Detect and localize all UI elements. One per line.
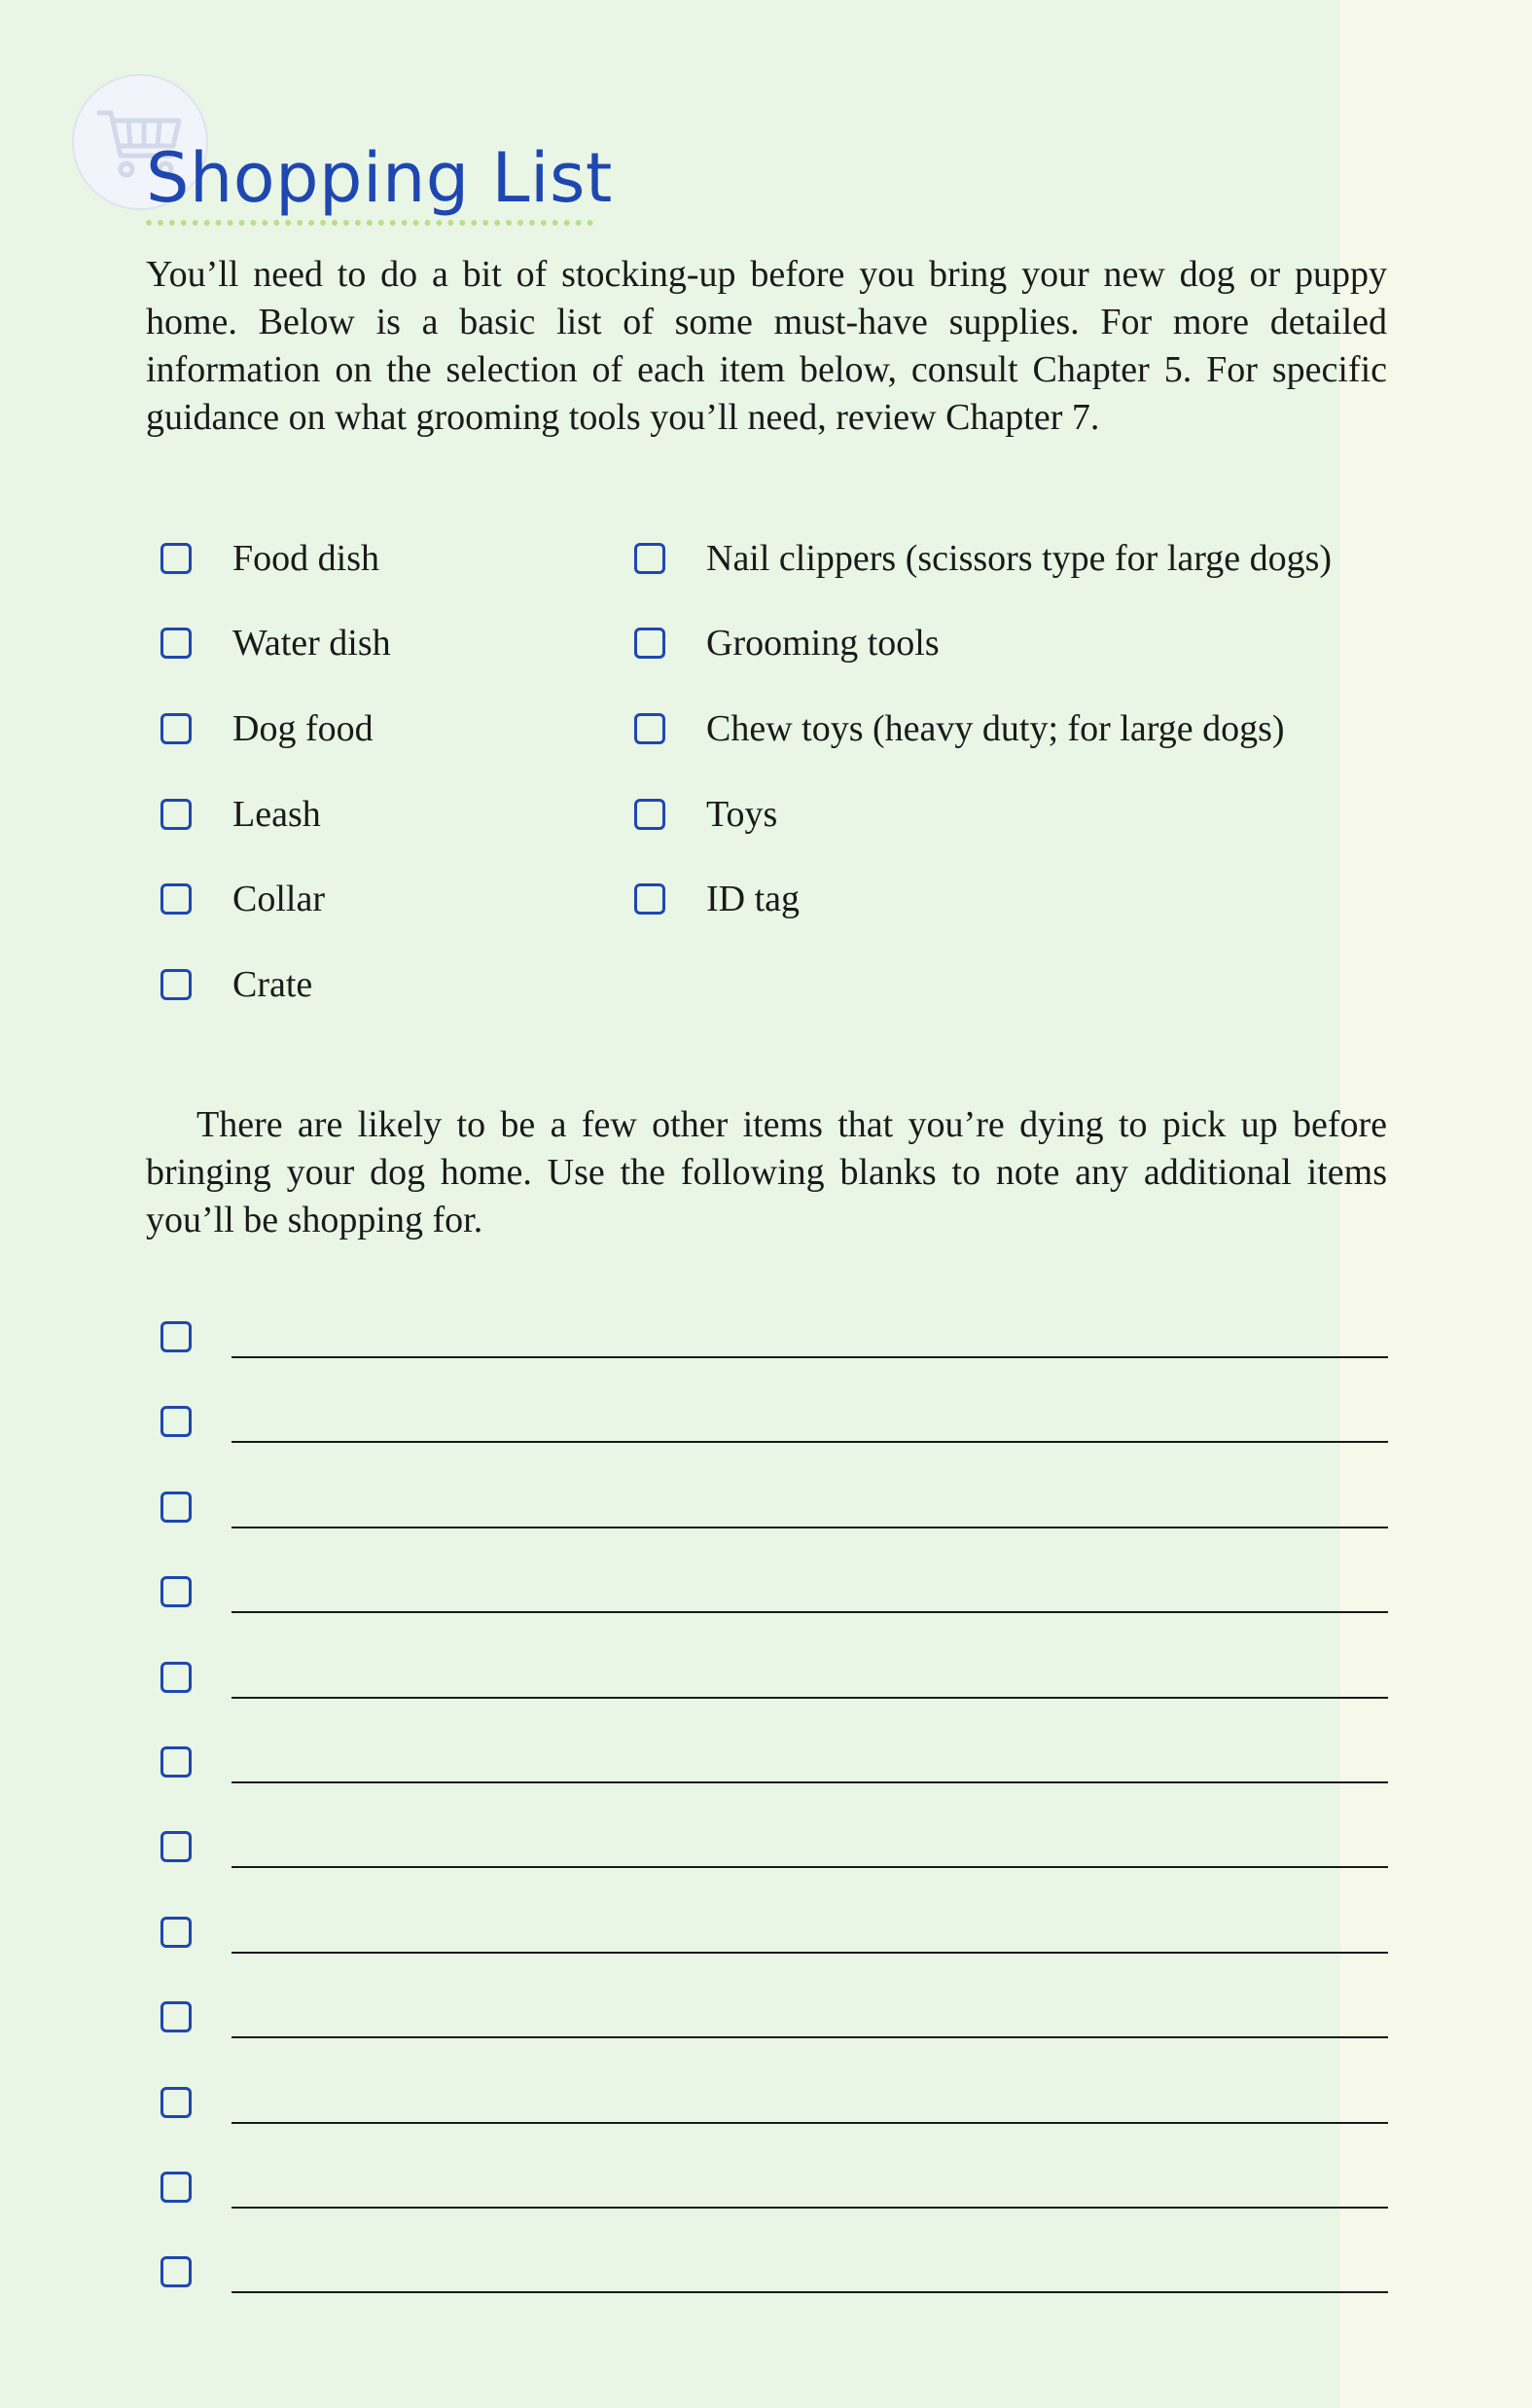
blank-item-row [160,1466,1388,1551]
write-in-line[interactable] [232,1356,1388,1358]
write-in-line[interactable] [232,1952,1388,1954]
checkbox[interactable] [634,713,665,744]
checklist-item-label: Leash [232,793,321,835]
checkbox[interactable] [160,2001,192,2032]
checkbox[interactable] [160,1321,192,1352]
checkbox[interactable] [160,1492,192,1523]
checkbox[interactable] [634,628,665,659]
checkbox[interactable] [160,1746,192,1778]
checklist-item-label: Grooming tools [706,623,940,665]
page-title: Shopping List [146,138,613,218]
supplies-checklist-right [634,516,1332,942]
checklist-item [160,856,391,942]
checkbox[interactable] [160,2172,192,2203]
write-in-line[interactable] [232,1441,1388,1443]
checkbox[interactable] [160,1917,192,1948]
checklist-item-label: Collar [232,879,325,920]
blank-item-row [160,2062,1388,2146]
blank-item-row [160,1296,1388,1381]
checklist-item [634,601,1332,687]
write-in-line[interactable] [232,2036,1388,2038]
blank-item-row [160,1891,1388,1976]
write-in-line[interactable] [232,1866,1388,1868]
intro-paragraph: You’ll need to do a bit of stocking-up before you bring your new dog or puppy home. Below is a basic list of some must-have supplies. For more detailed information on the selection of each item below, consult Chapter 5. For specific guidance on what grooming tools you’ll need, review Chapter 7. [146,254,1387,438]
checkbox[interactable] [634,543,665,574]
checkbox[interactable] [160,543,192,574]
checklist-item-label: Water dish [232,623,391,665]
write-in-line[interactable] [232,2291,1388,2293]
checkbox[interactable] [160,628,192,659]
checklist-item [634,856,1332,942]
blank-item-row [160,1976,1388,2061]
blank-item-row [160,2231,1388,2316]
checklist-item-label: Toys [706,793,778,835]
write-in-line[interactable] [232,2207,1388,2209]
checkbox[interactable] [160,883,192,915]
checklist-item [160,772,391,857]
checklist-item-label: Nail clippers (scissors type for large dogs) [706,537,1333,579]
write-in-line[interactable] [232,1781,1388,1783]
checklist-item [634,772,1332,857]
checklist-item [634,686,1332,772]
checklist-item [634,516,1332,601]
checkbox[interactable] [160,1406,192,1437]
blank-item-row [160,1721,1388,1806]
checkbox[interactable] [634,799,665,830]
checkbox[interactable] [160,1831,192,1862]
blank-item-row [160,1551,1388,1635]
blank-item-row [160,1636,1388,1721]
checkbox[interactable] [160,2256,192,2287]
blank-item-row [160,1381,1388,1465]
write-in-line[interactable] [232,1611,1388,1613]
blank-item-row [160,1806,1388,1890]
blank-item-row [160,2146,1388,2231]
checkbox[interactable] [160,2087,192,2118]
supplies-checklist-left [160,516,391,1027]
write-in-line[interactable] [232,1527,1388,1528]
checkbox[interactable] [634,883,665,915]
write-in-line[interactable] [232,1697,1388,1699]
title-dotted-underline [146,220,593,226]
checklist-item [160,601,391,687]
checkbox[interactable] [160,1662,192,1693]
checklist-item-label: ID tag [706,879,801,920]
checkbox[interactable] [160,969,192,1000]
checklist-item [160,686,391,772]
checkbox[interactable] [160,1576,192,1607]
checklist-item-label: Crate [232,963,313,1005]
checklist-item [160,942,391,1027]
additional-items-list [160,1296,1388,2317]
checklist-item-label: Dog food [232,707,374,749]
checkbox[interactable] [160,713,192,744]
checklist-item-label: Chew toys (heavy duty; for large dogs) [706,707,1285,749]
write-in-line[interactable] [232,2122,1388,2124]
checkbox[interactable] [160,799,192,830]
checklist-item [160,516,391,601]
checklist-item-label: Food dish [232,537,379,579]
additional-items-paragraph: There are likely to be a few other items that you’re dying to pick up before bringing your dog home. Use the following blanks to note any additional items you’ll be shopping for. [146,1104,1387,1240]
